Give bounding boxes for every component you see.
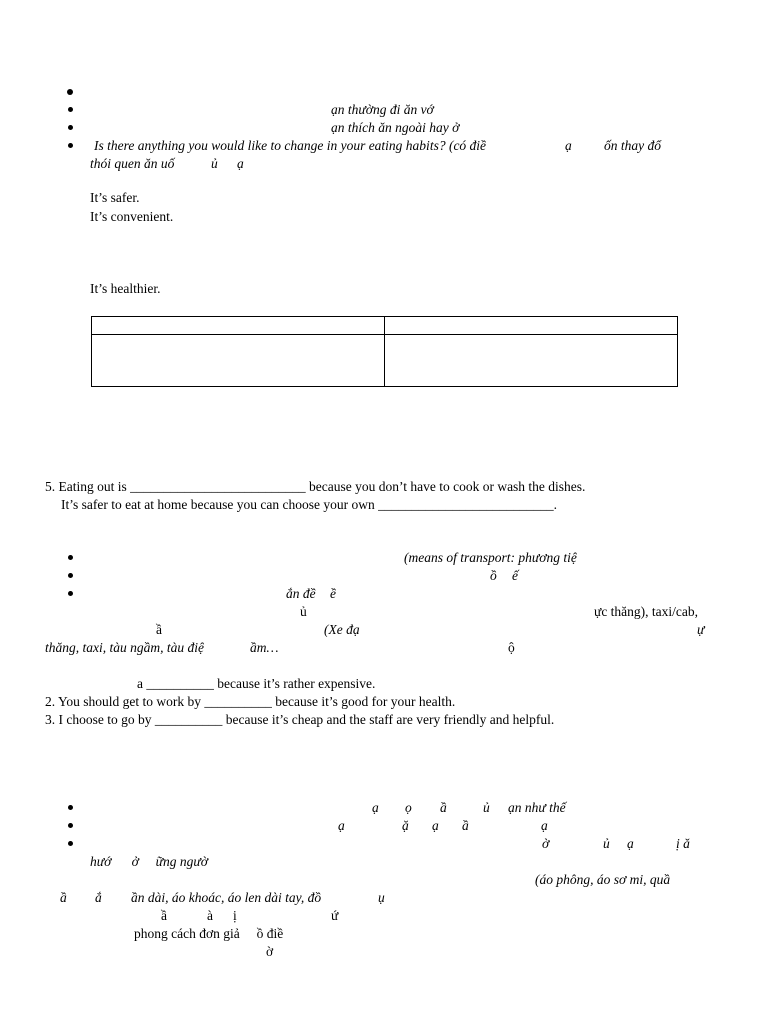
question-line: Is there anything you would like to change in your eating habits? (có điề (94, 138, 487, 153)
bullet-point (68, 125, 73, 130)
text-fragment: hướ ở ững ngườ (90, 854, 208, 869)
bullet-point (68, 841, 73, 846)
text-fragment: thăng, taxi, tàu ngầm, tàu điệ (45, 640, 204, 655)
text-fragment: ờ (542, 836, 550, 851)
bullet-point (68, 143, 73, 148)
text-fragment: ạn như thế (508, 800, 566, 815)
text-fragment: ần dài, áo khoác, áo len dài tay, đồ (131, 890, 322, 905)
question-line: thói quen ăn uố (90, 156, 175, 171)
exercise-sentence: 2. You should get to work by __________ because it’s good for your health. (45, 694, 456, 709)
text-fragment: ờ (266, 944, 274, 959)
text-fragment: ứ (331, 908, 339, 923)
bullet-point (68, 107, 73, 112)
question-fragment: ế (512, 568, 518, 583)
text-fragment: ắ (95, 890, 102, 905)
bullet-point (68, 573, 73, 578)
question-fragment: ủ (211, 156, 218, 171)
bullet-point (68, 823, 73, 828)
exercise-sentence: 5. Eating out is __________________________ because you don’t have to cook or wash the dishes. (45, 479, 586, 494)
text-fragment: ầ (60, 890, 67, 905)
question-fragment: ề (330, 586, 336, 601)
empty-table (91, 316, 678, 387)
text-fragment: ị (233, 908, 237, 923)
text-fragment: ụ (378, 890, 385, 905)
text-fragment: ạ (432, 818, 439, 833)
question-line: (means of transport: phương tiệ (404, 550, 577, 565)
text-fragment: ộ (508, 640, 515, 655)
text-fragment: ọ (405, 800, 412, 815)
exercise-sentence: It’s safer to eat at home because you can choose your own __________________________. (61, 497, 558, 512)
exercise-sentence: 3. I choose to go by __________ because it’s cheap and the staff are very friendly and helpful. (45, 712, 555, 727)
text-fragment: ạ (541, 818, 548, 833)
text-fragment: ự (697, 622, 705, 637)
answer-line: It’s safer. (90, 190, 140, 205)
question-line: ạn thích ăn ngoài hay ở (331, 120, 460, 135)
text-fragment: ủ (483, 800, 490, 815)
text-fragment: ị ă (676, 836, 690, 851)
text-fragment: ầm… (250, 640, 279, 655)
text-fragment: ặ (402, 818, 409, 833)
text-fragment: ầ (156, 622, 162, 637)
text-fragment: phong cách đơn giả ồ điề (134, 926, 284, 941)
text-fragment: ạ (372, 800, 379, 815)
answer-line: It’s healthier. (90, 281, 161, 296)
question-fragment: ạ (237, 156, 244, 171)
question-fragment: ạ (565, 138, 572, 153)
question-fragment: ồ (490, 568, 497, 583)
text-fragment: (áo phông, áo sơ mi, quầ (535, 872, 671, 887)
text-fragment: ầ (462, 818, 469, 833)
question-line: ạn thường đi ăn vớ (331, 102, 434, 117)
bullet-point (68, 805, 73, 810)
text-fragment: ầ (161, 908, 167, 923)
text-fragment: (Xe đạ (324, 622, 360, 637)
bullet-point (68, 591, 73, 596)
exercise-sentence: a __________ because it’s rather expensive. (137, 676, 376, 691)
question-fragment: ắn đề (286, 586, 316, 601)
bullet-point (68, 555, 73, 560)
text-fragment: ạ (338, 818, 345, 833)
text-fragment: ạ (627, 836, 634, 851)
text-fragment: ủ (300, 604, 307, 619)
question-fragment: ốn thay đổ (604, 138, 661, 153)
text-fragment: ầ (440, 800, 447, 815)
table-column-divider (384, 317, 385, 386)
answer-line: It’s convenient. (90, 209, 174, 224)
text-fragment: à (207, 908, 213, 923)
bullet-point (67, 89, 73, 95)
text-fragment: ực thăng), taxi/cab, (594, 604, 699, 619)
text-fragment: ủ (603, 836, 610, 851)
